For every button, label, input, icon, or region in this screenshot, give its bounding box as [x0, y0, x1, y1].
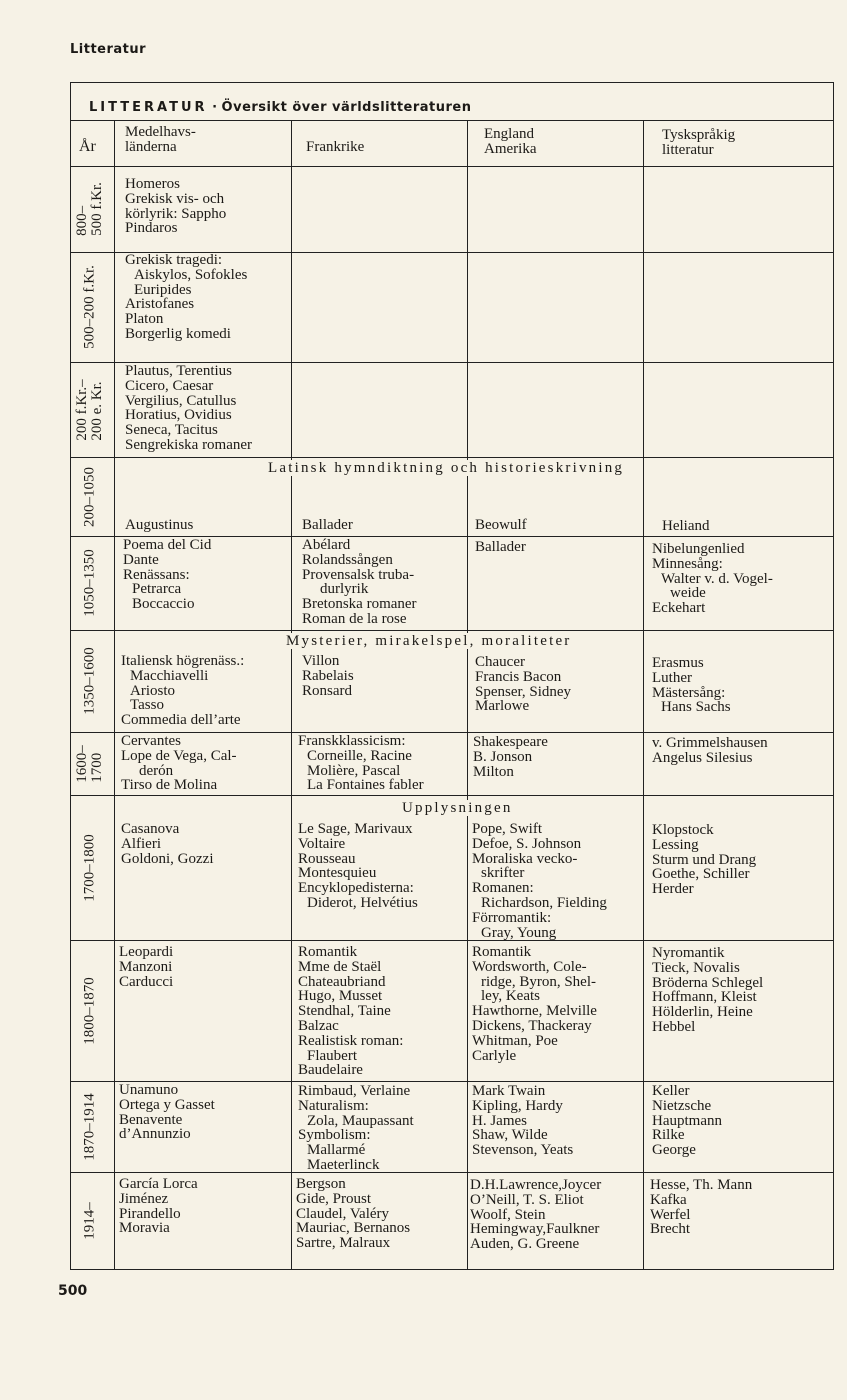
entry: Euripides: [134, 281, 192, 298]
entry: Hoffmann, Kleist: [652, 989, 757, 1006]
era-label: [80, 795, 100, 940]
span-mystery-plays: Mysterier, mirakelspel, moraliteter: [286, 633, 572, 649]
entry: Montesquieu: [298, 865, 377, 882]
entry: d’Annunzio: [119, 1126, 191, 1143]
span-enlightenment: Upplysningen: [402, 800, 513, 816]
entry: ridge, Byron, Shel-: [481, 973, 596, 990]
era-label-line: 500 f.Kr.: [89, 182, 105, 236]
table-title: [89, 100, 472, 115]
entry: Hölderlin, Heine: [652, 1004, 753, 1021]
entry: Molière, Pascal: [307, 762, 401, 779]
era-label-text: 1800–1870: [81, 976, 98, 1045]
cell-german: [652, 736, 768, 766]
entry: Ballader: [302, 517, 353, 533]
entry: Romanen:: [472, 880, 534, 897]
era-label: [74, 166, 105, 252]
cell-german: [652, 1084, 722, 1158]
entry: Baudelaire: [298, 1062, 363, 1079]
entry: Eckehart: [652, 600, 706, 617]
entry: Gray, Young: [481, 924, 557, 941]
entry: Renässans:: [123, 566, 190, 583]
entry: Nietzsche: [652, 1097, 712, 1114]
entry: Whitman, Poe: [472, 1032, 558, 1049]
entry: Grekisk vis- och: [125, 190, 225, 207]
entry: Beowulf: [475, 517, 527, 533]
entry: weide: [670, 585, 706, 602]
entry: Kafka: [650, 1191, 687, 1208]
entry: Platon: [125, 311, 164, 328]
entry: Plautus, Terentius: [125, 363, 232, 379]
entry: Pindaros: [125, 220, 178, 237]
entry: Flaubert: [307, 1047, 357, 1064]
column-header-england: [484, 127, 536, 157]
entry: Grekisk tragedi:: [125, 252, 223, 268]
column-header-mediterranean-line1: Medelhavs-: [125, 124, 196, 140]
cell-mediterranean: [123, 538, 211, 612]
entry: Corneille, Racine: [307, 747, 412, 764]
entry: Abélard: [302, 537, 351, 553]
era-label-text: [75, 745, 105, 783]
cell-france: [302, 654, 354, 698]
entry: ley, Keats: [481, 988, 541, 1005]
rule-col-year: [114, 120, 115, 1270]
entry: Dickens, Thackeray: [472, 1017, 592, 1034]
cell-mediterranean: [121, 734, 237, 793]
entry: Kipling, Hardy: [472, 1097, 563, 1114]
entry: Unamuno: [119, 1082, 179, 1098]
entry: Franskklassicism:: [298, 733, 406, 749]
entry: Herder: [652, 881, 694, 898]
entry: Leopardi: [119, 944, 174, 960]
entry: Marlowe: [475, 698, 530, 715]
entry: Heliand: [662, 518, 710, 534]
column-header-france: Frankrike: [306, 139, 365, 155]
entry: Hawthorne, Melville: [472, 1003, 597, 1020]
entry: Maeterlinck: [307, 1156, 380, 1173]
entry: Benavente: [119, 1111, 183, 1128]
entry: Balzac: [298, 1017, 339, 1034]
entry: Poema del Cid: [123, 537, 212, 553]
entry: Jiménez: [119, 1190, 169, 1207]
entry: D.H.Lawrence,Joycer: [470, 1177, 602, 1193]
entry: Mallarmé: [307, 1142, 366, 1159]
entry: Mästersång:: [652, 684, 726, 701]
entry: Italiensk högrenäss.:: [121, 653, 245, 669]
entry: Le Sage, Marivaux: [298, 821, 413, 837]
cell-mediterranean: [125, 253, 247, 342]
cell-mediterranean: [125, 364, 252, 453]
entry: Hans Sachs: [661, 699, 731, 716]
entry: Woolf, Stein: [470, 1206, 546, 1223]
entry: Roman de la rose: [302, 610, 407, 627]
entry: Aiskylos, Sofokles: [134, 266, 248, 283]
column-header-england-line1: England: [484, 126, 534, 142]
entry: Rilke: [652, 1127, 685, 1144]
era-label: [80, 940, 100, 1081]
entry: B. Jonson: [473, 748, 533, 765]
entry: Symbolism:: [298, 1127, 371, 1144]
entry: Macchiavelli: [130, 667, 209, 684]
rule-row10: [70, 1172, 834, 1173]
entry: Romantik: [472, 944, 532, 960]
entry: Ronsard: [302, 682, 352, 699]
span-latin-hymns: Latinsk hymndiktning och historieskrivning: [268, 460, 625, 476]
entry: Angelus Silesius: [652, 749, 753, 766]
cell-mediterranean: [125, 518, 193, 533]
era-label-line: 1700: [89, 752, 105, 783]
cell-german: [650, 1178, 752, 1237]
entry: Aristofanes: [125, 296, 195, 313]
rule-title: [70, 120, 834, 121]
entry: Mauriac, Bernanos: [296, 1220, 411, 1237]
entry: Moraliska vecko-: [472, 850, 578, 867]
entry: H. James: [472, 1112, 527, 1129]
entry: Chaucer: [475, 654, 525, 670]
cell-england: [472, 1084, 573, 1158]
entry: Naturalism:: [298, 1097, 369, 1114]
entry: Mark Twain: [472, 1083, 546, 1099]
era-label-line: 200 f.Kr.–: [74, 378, 90, 441]
entry: Gide, Proust: [296, 1190, 371, 1207]
entry: Vergilius, Catullus: [125, 392, 237, 409]
entry: Carlyle: [472, 1047, 517, 1064]
entry: Luther: [652, 669, 692, 686]
era-label: [74, 732, 105, 795]
entry: George: [652, 1142, 696, 1159]
column-header-year-label: År: [79, 138, 96, 155]
entry: Nibelungenlied: [652, 541, 745, 557]
entry: Francis Bacon: [475, 668, 562, 685]
era-label: [80, 1081, 100, 1172]
entry: körlyrik: Sappho: [125, 205, 227, 222]
entry: Alfieri: [121, 835, 161, 852]
cell-german: [662, 519, 709, 534]
entry: Pope, Swift: [472, 821, 543, 837]
entry: Werfel: [650, 1206, 691, 1223]
entry: Boccaccio: [132, 596, 195, 613]
cell-england: [472, 945, 597, 1063]
entry: Nyromantik: [652, 945, 725, 961]
entry: Pirandello: [119, 1205, 181, 1222]
entry: Manzoni: [119, 958, 173, 975]
entry: Sartre, Malraux: [296, 1235, 391, 1252]
entry: Hebbel: [652, 1018, 696, 1035]
entry: Wordsworth, Cole-: [472, 958, 587, 975]
era-label-line: 1600–: [74, 744, 90, 783]
entry: Goethe, Schiller: [652, 866, 750, 883]
era-label: [80, 252, 100, 362]
entry: Claudel, Valéry: [296, 1205, 390, 1222]
entry: Hemingway,Faulkner: [470, 1221, 600, 1238]
entry: Horatius, Ovidius: [125, 407, 232, 424]
entry: skrifter: [481, 865, 525, 882]
entry: Spenser, Sidney: [475, 683, 572, 700]
column-header-german: [662, 128, 735, 158]
entry: Zola, Maupassant: [307, 1112, 414, 1129]
era-label-line: 200 e. Kr.: [89, 380, 105, 441]
rule-row9: [70, 1081, 834, 1082]
entry: Dante: [123, 551, 159, 568]
cell-england: [472, 822, 607, 940]
column-header-german-line1: Tyskspråkig: [662, 127, 736, 143]
entry: O’Neill, T. S. Eliot: [470, 1191, 584, 1208]
entry: derón: [139, 762, 174, 779]
entry: Petrarca: [132, 581, 182, 598]
entry: Tirso de Molina: [121, 777, 218, 794]
cell-france: [302, 518, 353, 533]
cell-german: [652, 542, 773, 616]
cell-mediterranean: [119, 1083, 215, 1142]
era-label-text: 200–1050: [81, 466, 98, 527]
entry: Klopstock: [652, 822, 714, 838]
entry: Milton: [473, 763, 514, 780]
running-header: Litteratur: [70, 42, 147, 57]
entry: Walter v. d. Vogel-: [661, 570, 773, 587]
entry: Homeros: [125, 176, 180, 192]
entry: Diderot, Helvétius: [307, 894, 418, 911]
entry: Ortega y Gasset: [119, 1096, 215, 1113]
entry: Bretonska romaner: [302, 596, 417, 613]
entry: Cicero, Caesar: [125, 377, 214, 394]
entry: durlyrik: [320, 581, 369, 598]
era-label-text: 1914–: [81, 1202, 98, 1240]
era-label: [80, 457, 100, 536]
entry: García Lorca: [119, 1176, 198, 1192]
entry: Chateaubriand: [298, 973, 386, 990]
entry: Villon: [302, 653, 340, 669]
cell-england: [470, 1178, 601, 1252]
column-header-year: [79, 135, 96, 155]
era-label-text: 1350–1600: [81, 647, 98, 715]
cell-england: [475, 518, 527, 533]
rule-col-eng: [643, 120, 644, 1270]
era-label-text: 1870–1914: [81, 1092, 98, 1161]
era-label-text: [75, 182, 105, 236]
entry: Bergson: [296, 1176, 346, 1192]
era-label-text: 1050–1350: [81, 549, 98, 617]
era-label: [80, 536, 100, 630]
column-header-german-line2: litteratur: [662, 142, 714, 158]
cell-france: [298, 822, 418, 911]
entry: Minnesång:: [652, 555, 723, 572]
era-label-text: [75, 379, 105, 440]
title-subtitle: Översikt över världslitteraturen: [221, 100, 472, 115]
cell-england: [475, 655, 571, 714]
cell-mediterranean: [119, 945, 173, 989]
entry: Goldoni, Gozzi: [121, 850, 214, 867]
entry: Sengrekiska romaner: [125, 436, 253, 453]
rule-row7: [70, 795, 834, 796]
era-label: [80, 630, 100, 732]
column-header-england-line2: Amerika: [484, 141, 537, 157]
entry: Stevenson, Yeats: [472, 1142, 574, 1159]
cell-france: [298, 945, 403, 1078]
page-number: 500: [58, 1283, 88, 1299]
rule-row5: [70, 630, 834, 631]
era-label: [74, 362, 105, 457]
entry: Casanova: [121, 821, 180, 837]
entry: Mme de Staël: [298, 958, 382, 975]
entry: Voltaire: [298, 835, 346, 852]
entry: Hauptmann: [652, 1112, 722, 1129]
entry: Tieck, Novalis: [652, 959, 740, 976]
entry: Shakespeare: [473, 734, 548, 750]
title-bold: LITTERATUR: [89, 100, 208, 115]
entry: Rolandssången: [302, 551, 393, 568]
cell-mediterranean: [121, 654, 244, 728]
entry: Ariosto: [130, 682, 175, 699]
entry: Förromantik:: [472, 909, 552, 926]
cell-german: [652, 946, 763, 1035]
entry: Sturm und Drang: [652, 851, 757, 868]
era-label-line: 800–: [74, 205, 90, 236]
rule-row3: [70, 457, 834, 458]
cell-france: [298, 734, 424, 793]
cell-mediterranean: [121, 822, 213, 866]
rule-row6: [70, 732, 834, 733]
entry: Romantik: [298, 944, 358, 960]
entry: Cervantes: [121, 733, 181, 749]
cell-france: [298, 1084, 414, 1173]
entry: Auden, G. Greene: [470, 1236, 580, 1253]
entry: Realistisk roman:: [298, 1032, 404, 1049]
entry: Carducci: [119, 973, 174, 990]
era-label: [80, 1172, 100, 1270]
cell-mediterranean: [119, 1177, 198, 1236]
entry: Defoe, S. Johnson: [472, 835, 582, 852]
entry: Augustinus: [125, 517, 194, 533]
entry: Keller: [652, 1083, 690, 1099]
era-label-text: 500–200 f.Kr.: [81, 265, 98, 349]
entry: Richardson, Fielding: [481, 894, 607, 911]
era-label-text: 1700–1800: [81, 833, 98, 902]
column-header-mediterranean-line2: länderna: [125, 139, 177, 155]
entry: Bröderna Schlegel: [652, 974, 764, 991]
cell-mediterranean: [125, 177, 226, 236]
cell-england: [475, 540, 526, 555]
entry: Hesse, Th. Mann: [650, 1177, 753, 1193]
entry: Tasso: [130, 697, 164, 714]
entry: v. Grimmelshausen: [652, 735, 768, 751]
entry: Erasmus: [652, 655, 704, 671]
cell-england: [473, 735, 548, 779]
rule-col-med: [291, 120, 292, 1270]
entry: Shaw, Wilde: [472, 1127, 548, 1144]
cell-france: [296, 1177, 410, 1251]
entry: Lessing: [652, 836, 699, 853]
entry: Borgerlig komedi: [125, 325, 231, 342]
entry: Provensalsk truba-: [302, 566, 415, 583]
entry: Moravia: [119, 1220, 170, 1237]
entry: Rimbaud, Verlaine: [298, 1083, 411, 1099]
title-separator: ·: [212, 100, 218, 115]
entry: Ballader: [475, 539, 526, 555]
cell-france: [302, 538, 417, 627]
rule-row8: [70, 940, 834, 941]
rule-col-fra: [467, 120, 468, 1270]
entry: Seneca, Tacitus: [125, 422, 218, 439]
rule-header: [70, 166, 834, 167]
entry: Commedia dell’arte: [121, 712, 241, 729]
cell-german: [652, 823, 756, 897]
entry: Hugo, Musset: [298, 988, 383, 1005]
entry: La Fontaines fabler: [307, 777, 424, 794]
cell-german: [652, 656, 731, 715]
entry: Rousseau: [298, 850, 356, 867]
entry: Stendhal, Taine: [298, 1003, 391, 1020]
entry: Lope de Vega, Cal-: [121, 747, 237, 764]
entry: Encyklopedisterna:: [298, 880, 414, 897]
entry: Brecht: [650, 1221, 690, 1238]
column-header-mediterranean: [125, 125, 196, 155]
entry: Rabelais: [302, 667, 354, 684]
